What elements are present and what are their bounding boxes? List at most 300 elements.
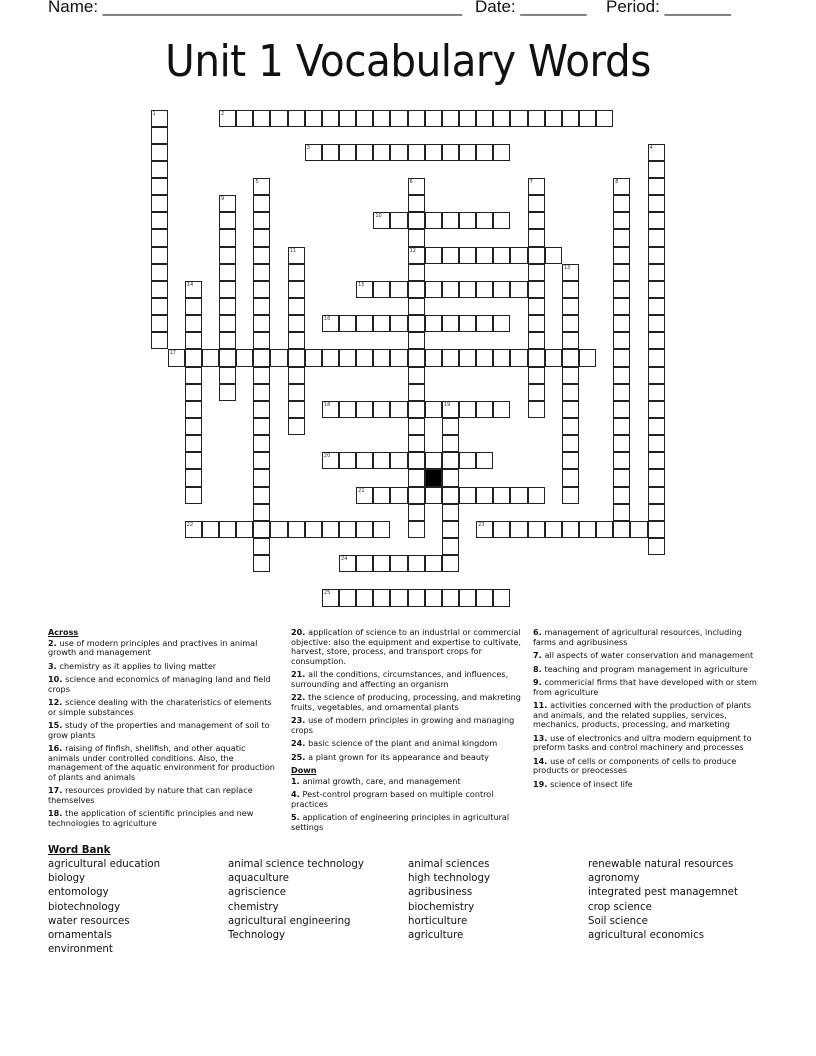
grid-cell[interactable] <box>648 487 665 504</box>
grid-cell[interactable] <box>390 349 407 366</box>
grid-cell[interactable] <box>151 298 168 315</box>
grid-cell[interactable] <box>442 538 459 555</box>
grid-cell[interactable] <box>510 110 527 127</box>
grid-cell[interactable] <box>562 487 579 504</box>
grid-cell[interactable] <box>253 504 270 521</box>
grid-cell[interactable] <box>151 247 168 264</box>
grid-cell[interactable] <box>373 349 390 366</box>
grid-cell[interactable] <box>288 332 305 349</box>
grid-cell[interactable] <box>613 521 630 538</box>
grid-cell[interactable] <box>425 555 442 572</box>
grid-cell[interactable] <box>545 247 562 264</box>
grid-cell[interactable] <box>373 521 390 538</box>
grid-cell[interactable] <box>648 315 665 332</box>
grid-cell[interactable] <box>562 521 579 538</box>
grid-cell[interactable] <box>562 469 579 486</box>
grid-cell[interactable] <box>442 504 459 521</box>
grid-cell[interactable] <box>253 401 270 418</box>
grid-cell[interactable] <box>493 315 510 332</box>
grid-cell[interactable] <box>442 521 459 538</box>
grid-cell[interactable] <box>648 538 665 555</box>
grid-cell[interactable] <box>476 315 493 332</box>
grid-cell[interactable] <box>151 178 168 195</box>
grid-cell[interactable] <box>253 555 270 572</box>
grid-cell[interactable] <box>219 110 236 127</box>
grid-cell[interactable] <box>613 469 630 486</box>
grid-cell[interactable] <box>442 349 459 366</box>
grid-cell[interactable] <box>408 401 425 418</box>
grid-cell[interactable] <box>322 589 339 606</box>
grid-cell[interactable] <box>339 144 356 161</box>
grid-cell[interactable] <box>425 281 442 298</box>
grid-cell[interactable] <box>356 521 373 538</box>
grid-cell[interactable] <box>510 349 527 366</box>
grid-cell[interactable] <box>322 521 339 538</box>
grid-cell[interactable] <box>648 349 665 366</box>
grid-cell[interactable] <box>219 264 236 281</box>
grid-cell[interactable] <box>562 264 579 281</box>
grid-cell[interactable] <box>459 110 476 127</box>
grid-cell[interactable] <box>253 367 270 384</box>
grid-cell[interactable] <box>288 367 305 384</box>
grid-cell[interactable] <box>408 555 425 572</box>
grid-cell[interactable] <box>442 144 459 161</box>
grid-cell[interactable] <box>322 452 339 469</box>
grid-cell[interactable] <box>408 178 425 195</box>
grid-cell[interactable] <box>373 589 390 606</box>
grid-cell[interactable] <box>613 349 630 366</box>
grid-cell[interactable] <box>613 504 630 521</box>
grid-cell[interactable] <box>390 452 407 469</box>
grid-cell[interactable] <box>185 487 202 504</box>
grid-cell[interactable] <box>253 178 270 195</box>
grid-cell[interactable] <box>442 469 459 486</box>
grid-cell[interactable] <box>202 349 219 366</box>
grid-cell[interactable] <box>408 298 425 315</box>
grid-cell[interactable] <box>339 110 356 127</box>
grid-cell[interactable] <box>476 452 493 469</box>
grid-cell[interactable] <box>408 435 425 452</box>
grid-cell[interactable] <box>425 247 442 264</box>
grid-cell[interactable] <box>476 247 493 264</box>
grid-cell[interactable] <box>648 504 665 521</box>
grid-cell[interactable] <box>613 452 630 469</box>
grid-cell[interactable] <box>493 212 510 229</box>
grid-cell[interactable] <box>648 161 665 178</box>
grid-cell[interactable] <box>562 332 579 349</box>
grid-cell[interactable] <box>562 281 579 298</box>
grid-cell[interactable] <box>373 281 390 298</box>
grid-cell[interactable] <box>288 349 305 366</box>
grid-cell[interactable] <box>390 281 407 298</box>
grid-cell[interactable] <box>613 264 630 281</box>
grid-cell[interactable] <box>219 521 236 538</box>
grid-cell[interactable] <box>545 349 562 366</box>
grid-cell[interactable] <box>459 487 476 504</box>
grid-cell[interactable] <box>339 349 356 366</box>
grid-cell[interactable] <box>373 555 390 572</box>
grid-cell[interactable] <box>373 401 390 418</box>
grid-cell[interactable] <box>339 401 356 418</box>
grid-cell[interactable] <box>613 229 630 246</box>
grid-cell[interactable] <box>425 315 442 332</box>
grid-cell[interactable] <box>253 538 270 555</box>
grid-cell[interactable] <box>408 281 425 298</box>
grid-cell[interactable] <box>648 384 665 401</box>
grid-cell[interactable] <box>408 247 425 264</box>
grid-cell[interactable] <box>288 264 305 281</box>
grid-cell[interactable] <box>528 195 545 212</box>
grid-cell[interactable] <box>613 332 630 349</box>
grid-cell[interactable] <box>408 487 425 504</box>
grid-cell[interactable] <box>528 315 545 332</box>
grid-cell[interactable] <box>528 349 545 366</box>
grid-cell[interactable] <box>253 349 270 366</box>
grid-cell[interactable] <box>253 418 270 435</box>
grid-cell[interactable] <box>528 401 545 418</box>
grid-cell[interactable] <box>562 435 579 452</box>
grid-cell[interactable] <box>408 212 425 229</box>
grid-cell[interactable] <box>339 452 356 469</box>
grid-cell[interactable] <box>528 247 545 264</box>
grid-cell[interactable] <box>185 349 202 366</box>
grid-cell[interactable] <box>408 521 425 538</box>
grid-cell[interactable] <box>253 229 270 246</box>
grid-cell[interactable] <box>185 332 202 349</box>
grid-cell[interactable] <box>373 110 390 127</box>
grid-cell[interactable] <box>151 281 168 298</box>
grid-cell[interactable] <box>408 384 425 401</box>
grid-cell[interactable] <box>236 349 253 366</box>
grid-cell[interactable] <box>219 212 236 229</box>
grid-cell[interactable] <box>459 315 476 332</box>
grid-cell[interactable] <box>373 212 390 229</box>
grid-cell[interactable] <box>459 349 476 366</box>
grid-cell[interactable] <box>493 349 510 366</box>
grid-cell[interactable] <box>253 384 270 401</box>
grid-cell[interactable] <box>270 110 287 127</box>
grid-cell[interactable] <box>253 435 270 452</box>
name-field-label[interactable]: Name: ______________________________________ <box>48 0 463 16</box>
grid-cell[interactable] <box>562 298 579 315</box>
grid-cell[interactable] <box>442 418 459 435</box>
grid-cell[interactable] <box>459 212 476 229</box>
grid-cell[interactable] <box>528 332 545 349</box>
grid-cell[interactable] <box>528 178 545 195</box>
grid-cell[interactable] <box>596 521 613 538</box>
grid-cell[interactable] <box>219 281 236 298</box>
grid-cell[interactable] <box>562 315 579 332</box>
grid-cell[interactable] <box>648 229 665 246</box>
grid-cell[interactable] <box>613 195 630 212</box>
grid-cell[interactable] <box>253 247 270 264</box>
grid-cell[interactable] <box>579 349 596 366</box>
grid-cell[interactable] <box>408 315 425 332</box>
grid-cell[interactable] <box>219 332 236 349</box>
grid-cell[interactable] <box>528 384 545 401</box>
grid-cell[interactable] <box>648 281 665 298</box>
grid-cell[interactable] <box>425 487 442 504</box>
grid-cell[interactable] <box>545 110 562 127</box>
grid-cell[interactable] <box>288 298 305 315</box>
grid-cell[interactable] <box>185 418 202 435</box>
grid-cell[interactable] <box>476 401 493 418</box>
grid-cell[interactable] <box>288 521 305 538</box>
grid-cell[interactable] <box>305 521 322 538</box>
grid-cell[interactable] <box>390 315 407 332</box>
grid-cell[interactable] <box>648 144 665 161</box>
grid-cell[interactable] <box>185 281 202 298</box>
grid-cell[interactable] <box>613 315 630 332</box>
grid-cell[interactable] <box>339 521 356 538</box>
grid-cell[interactable] <box>305 349 322 366</box>
grid-cell[interactable] <box>442 555 459 572</box>
grid-cell[interactable] <box>408 195 425 212</box>
grid-cell[interactable] <box>253 469 270 486</box>
grid-cell[interactable] <box>390 487 407 504</box>
grid-cell[interactable] <box>356 315 373 332</box>
grid-cell[interactable] <box>185 452 202 469</box>
grid-cell[interactable] <box>219 229 236 246</box>
grid-cell[interactable] <box>648 452 665 469</box>
grid-cell[interactable] <box>253 212 270 229</box>
period-field-label[interactable]: Period: _______ <box>606 0 731 16</box>
grid-cell[interactable] <box>151 264 168 281</box>
grid-cell[interactable] <box>288 110 305 127</box>
grid-cell[interactable] <box>459 452 476 469</box>
grid-cell[interactable] <box>425 349 442 366</box>
grid-cell[interactable] <box>648 435 665 452</box>
grid-cell[interactable] <box>408 504 425 521</box>
grid-cell[interactable] <box>459 589 476 606</box>
grid-cell[interactable] <box>356 555 373 572</box>
grid-cell[interactable] <box>253 281 270 298</box>
grid-cell[interactable] <box>648 212 665 229</box>
grid-cell[interactable] <box>545 521 562 538</box>
grid-cell[interactable] <box>390 555 407 572</box>
grid-cell[interactable] <box>322 315 339 332</box>
grid-cell[interactable] <box>288 247 305 264</box>
grid-cell[interactable] <box>442 110 459 127</box>
grid-cell[interactable] <box>270 521 287 538</box>
grid-cell[interactable] <box>510 521 527 538</box>
grid-cell[interactable] <box>613 401 630 418</box>
grid-cell[interactable] <box>236 521 253 538</box>
grid-cell[interactable] <box>510 281 527 298</box>
grid-cell[interactable] <box>459 247 476 264</box>
grid-cell[interactable] <box>185 367 202 384</box>
grid-cell[interactable] <box>253 264 270 281</box>
grid-cell[interactable] <box>579 110 596 127</box>
grid-cell[interactable] <box>528 487 545 504</box>
grid-cell[interactable] <box>219 298 236 315</box>
grid-cell[interactable] <box>288 418 305 435</box>
grid-cell[interactable] <box>408 469 425 486</box>
grid-cell[interactable] <box>322 144 339 161</box>
grid-cell[interactable] <box>493 281 510 298</box>
grid-cell[interactable] <box>648 418 665 435</box>
grid-cell[interactable] <box>630 521 647 538</box>
grid-cell[interactable] <box>493 487 510 504</box>
grid-cell[interactable] <box>390 589 407 606</box>
grid-cell[interactable] <box>305 110 322 127</box>
grid-cell[interactable] <box>648 195 665 212</box>
grid-cell[interactable] <box>408 418 425 435</box>
grid-cell[interactable] <box>219 195 236 212</box>
grid-cell[interactable] <box>356 589 373 606</box>
grid-cell[interactable] <box>510 247 527 264</box>
grid-cell[interactable] <box>648 367 665 384</box>
grid-cell[interactable] <box>288 281 305 298</box>
grid-cell[interactable] <box>528 110 545 127</box>
grid-cell[interactable] <box>648 264 665 281</box>
grid-cell[interactable] <box>408 367 425 384</box>
grid-cell[interactable] <box>648 332 665 349</box>
grid-cell[interactable] <box>613 384 630 401</box>
grid-cell[interactable] <box>442 212 459 229</box>
grid-cell[interactable] <box>425 110 442 127</box>
grid-cell[interactable] <box>219 247 236 264</box>
grid-cell[interactable] <box>613 435 630 452</box>
grid-cell[interactable] <box>253 487 270 504</box>
grid-cell[interactable] <box>562 418 579 435</box>
grid-cell[interactable] <box>390 144 407 161</box>
grid-cell[interactable] <box>408 229 425 246</box>
grid-cell[interactable] <box>253 298 270 315</box>
grid-cell[interactable] <box>151 315 168 332</box>
grid-cell[interactable] <box>528 229 545 246</box>
grid-cell[interactable] <box>528 521 545 538</box>
grid-cell[interactable] <box>151 195 168 212</box>
grid-cell[interactable] <box>253 332 270 349</box>
grid-cell[interactable] <box>185 435 202 452</box>
grid-cell[interactable] <box>528 264 545 281</box>
grid-cell[interactable] <box>390 401 407 418</box>
grid-cell[interactable] <box>373 315 390 332</box>
grid-cell[interactable] <box>219 349 236 366</box>
grid-cell[interactable] <box>613 178 630 195</box>
grid-cell[interactable] <box>442 247 459 264</box>
grid-cell[interactable] <box>408 589 425 606</box>
grid-cell[interactable] <box>442 315 459 332</box>
grid-cell[interactable] <box>648 401 665 418</box>
grid-cell[interactable] <box>408 332 425 349</box>
grid-cell[interactable] <box>185 298 202 315</box>
grid-cell[interactable] <box>356 281 373 298</box>
grid-cell[interactable] <box>236 110 253 127</box>
grid-cell[interactable] <box>253 521 270 538</box>
grid-cell[interactable] <box>151 127 168 144</box>
grid-cell[interactable] <box>476 110 493 127</box>
grid-cell[interactable] <box>562 401 579 418</box>
grid-cell[interactable] <box>408 349 425 366</box>
grid-cell[interactable] <box>288 315 305 332</box>
grid-cell[interactable] <box>322 401 339 418</box>
grid-cell[interactable] <box>459 281 476 298</box>
grid-cell[interactable] <box>476 487 493 504</box>
grid-cell[interactable] <box>253 110 270 127</box>
grid-cell[interactable] <box>185 521 202 538</box>
grid-cell[interactable] <box>493 247 510 264</box>
grid-cell[interactable] <box>151 161 168 178</box>
grid-cell[interactable] <box>613 281 630 298</box>
grid-cell[interactable] <box>305 144 322 161</box>
grid-cell[interactable] <box>459 401 476 418</box>
grid-cell[interactable] <box>219 315 236 332</box>
grid-cell[interactable] <box>648 178 665 195</box>
grid-cell[interactable] <box>648 247 665 264</box>
grid-cell[interactable] <box>528 281 545 298</box>
grid-cell[interactable] <box>219 367 236 384</box>
grid-cell[interactable] <box>356 452 373 469</box>
grid-cell[interactable] <box>408 264 425 281</box>
grid-cell[interactable] <box>219 384 236 401</box>
grid-cell[interactable] <box>151 144 168 161</box>
grid-cell[interactable] <box>493 589 510 606</box>
grid-cell[interactable] <box>613 487 630 504</box>
grid-cell[interactable] <box>476 521 493 538</box>
grid-cell[interactable] <box>270 349 287 366</box>
grid-cell[interactable] <box>356 401 373 418</box>
grid-cell[interactable] <box>356 349 373 366</box>
grid-cell[interactable] <box>185 469 202 486</box>
grid-cell[interactable] <box>528 212 545 229</box>
grid-cell[interactable] <box>493 521 510 538</box>
grid-cell[interactable] <box>442 452 459 469</box>
grid-cell[interactable] <box>425 589 442 606</box>
grid-cell[interactable] <box>442 435 459 452</box>
grid-cell[interactable] <box>425 452 442 469</box>
grid-cell[interactable] <box>442 589 459 606</box>
grid-cell[interactable] <box>562 110 579 127</box>
grid-cell[interactable] <box>528 298 545 315</box>
grid-cell[interactable] <box>356 110 373 127</box>
grid-cell[interactable] <box>613 298 630 315</box>
grid-cell[interactable] <box>442 281 459 298</box>
grid-cell[interactable] <box>613 247 630 264</box>
grid-cell[interactable] <box>648 469 665 486</box>
grid-cell[interactable] <box>168 349 185 366</box>
grid-cell[interactable] <box>476 212 493 229</box>
grid-cell[interactable] <box>476 281 493 298</box>
grid-cell[interactable] <box>648 521 665 538</box>
grid-cell[interactable] <box>442 487 459 504</box>
grid-cell[interactable] <box>425 144 442 161</box>
grid-cell[interactable] <box>579 521 596 538</box>
grid-cell[interactable] <box>648 298 665 315</box>
grid-cell[interactable] <box>476 349 493 366</box>
grid-cell[interactable] <box>528 367 545 384</box>
grid-cell[interactable] <box>562 349 579 366</box>
grid-cell[interactable] <box>493 144 510 161</box>
grid-cell[interactable] <box>373 487 390 504</box>
grid-cell[interactable] <box>356 144 373 161</box>
grid-cell[interactable] <box>613 367 630 384</box>
grid-cell[interactable] <box>151 110 168 127</box>
grid-cell[interactable] <box>373 452 390 469</box>
grid-cell[interactable] <box>288 401 305 418</box>
grid-cell[interactable] <box>596 110 613 127</box>
grid-cell[interactable] <box>493 110 510 127</box>
grid-cell[interactable] <box>185 401 202 418</box>
grid-cell[interactable] <box>408 110 425 127</box>
grid-cell[interactable] <box>253 452 270 469</box>
grid-cell[interactable] <box>408 144 425 161</box>
grid-cell[interactable] <box>253 195 270 212</box>
grid-cell[interactable] <box>185 384 202 401</box>
grid-cell[interactable] <box>562 384 579 401</box>
grid-cell[interactable] <box>442 401 459 418</box>
